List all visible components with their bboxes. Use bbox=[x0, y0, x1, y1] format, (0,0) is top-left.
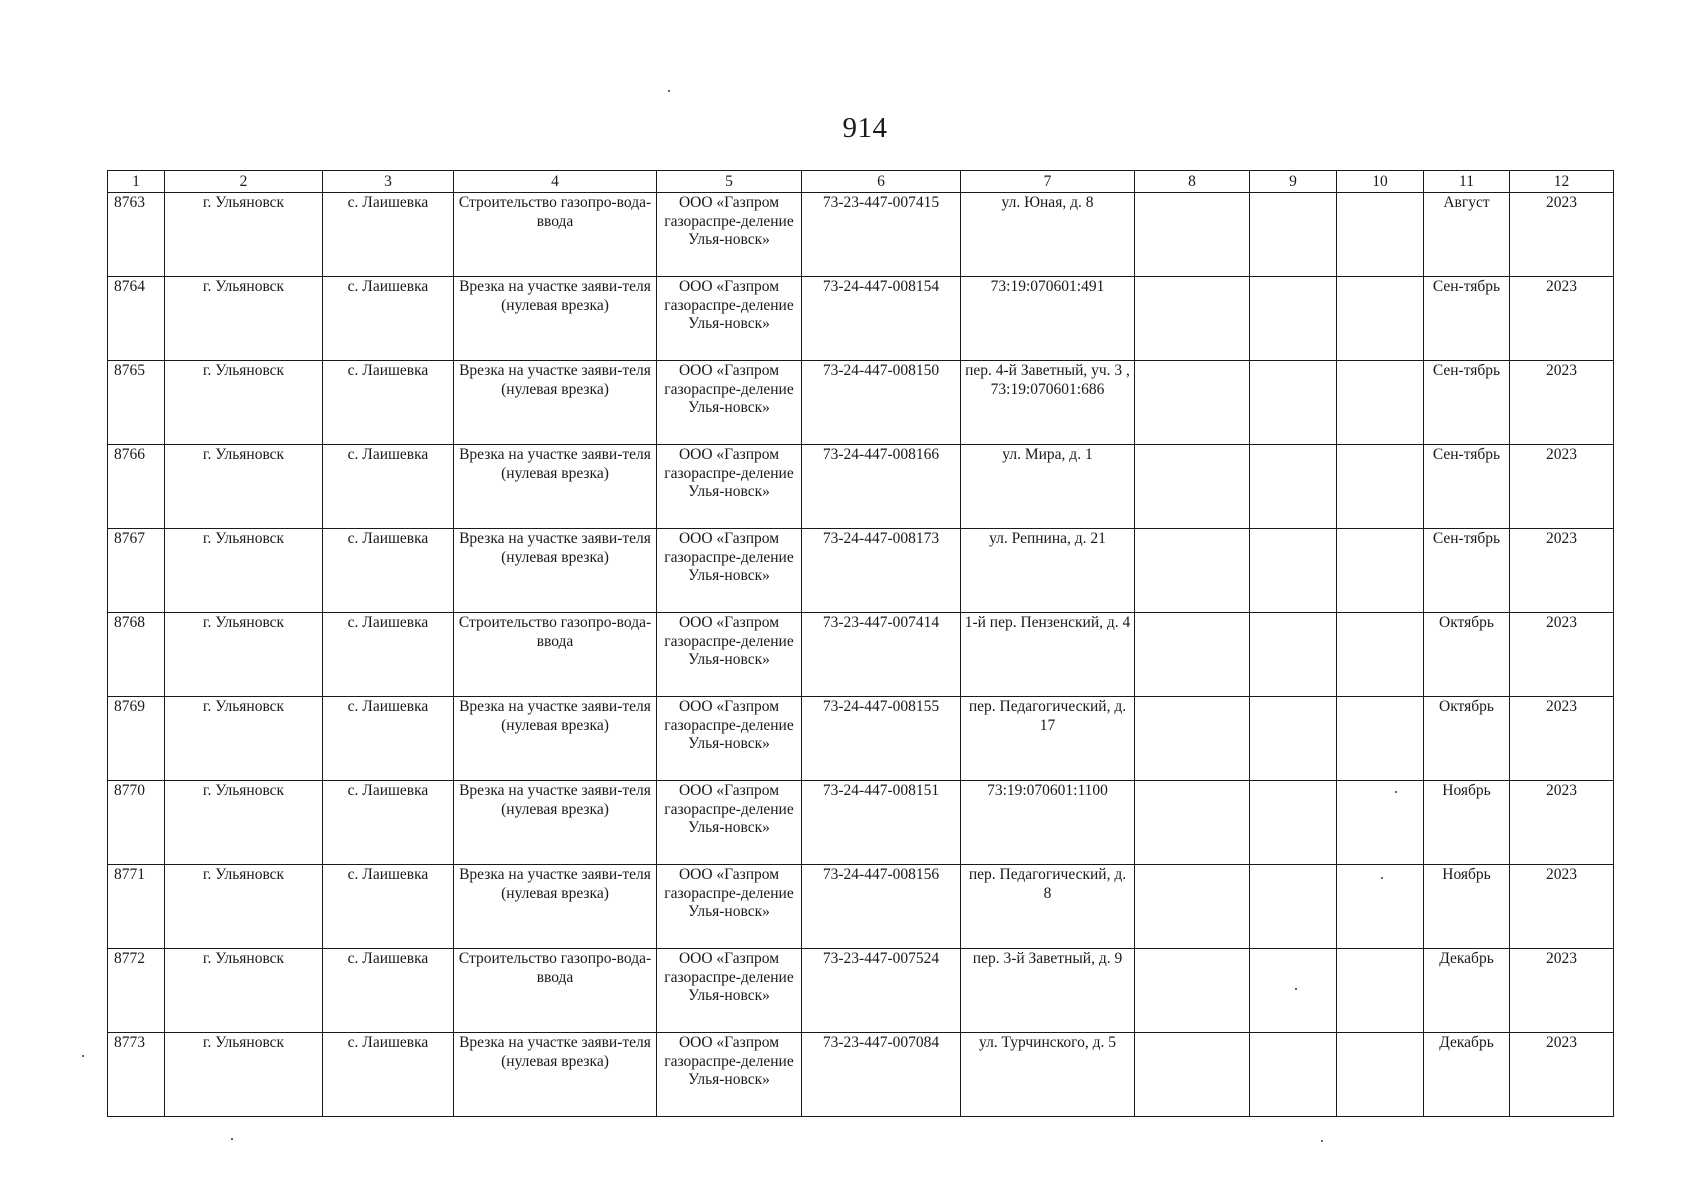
cell-work-type: Врезка на участке заяви-теля (нулевая врезка) bbox=[454, 529, 657, 613]
cell-col-10 bbox=[1337, 697, 1424, 781]
cell-month: Декабрь bbox=[1424, 949, 1510, 1033]
page-number: 914 bbox=[842, 112, 888, 144]
cell-organization: ООО «Газпром газораспре-деление Улья-новск» bbox=[657, 697, 802, 781]
cell-work-type: Врезка на участке заяви-теля (нулевая врезка) bbox=[454, 361, 657, 445]
cell-organization: ООО «Газпром газораспре-деление Улья-новск» bbox=[657, 1033, 802, 1117]
cell-month: Ноябрь bbox=[1424, 865, 1510, 949]
cell-address: пер. Педагогический, д. 8 bbox=[961, 865, 1135, 949]
table-header bbox=[108, 171, 1614, 193]
cell-year: 2023 bbox=[1510, 361, 1614, 445]
cell-col-9 bbox=[1250, 865, 1337, 949]
cell-settlement: с. Лаишевка bbox=[323, 865, 454, 949]
cell-col-9 bbox=[1250, 949, 1337, 1033]
cell-year: 2023 bbox=[1510, 949, 1614, 1033]
column-header-12: 12 bbox=[1510, 171, 1614, 193]
cell-row-number: 8771 bbox=[108, 865, 165, 949]
scan-speck bbox=[668, 90, 670, 92]
cell-work-type: Врезка на участке заяви-теля (нулевая врезка) bbox=[454, 1033, 657, 1117]
cell-col-9 bbox=[1250, 277, 1337, 361]
cell-organization: ООО «Газпром газораспре-деление Улья-новск» bbox=[657, 361, 802, 445]
table-row bbox=[108, 277, 1614, 361]
cell-city: г. Ульяновск bbox=[165, 613, 323, 697]
cell-settlement: с. Лаишевка bbox=[323, 1033, 454, 1117]
cell-city: г. Ульяновск bbox=[165, 697, 323, 781]
cell-work-type: Врезка на участке заяви-теля (нулевая врезка) bbox=[454, 277, 657, 361]
cell-col-9 bbox=[1250, 697, 1337, 781]
cell-work-type: Врезка на участке заяви-теля (нулевая врезка) bbox=[454, 445, 657, 529]
cell-settlement: с. Лаишевка bbox=[323, 697, 454, 781]
cell-organization: ООО «Газпром газораспре-деление Улья-новск» bbox=[657, 445, 802, 529]
cell-settlement: с. Лаишевка bbox=[323, 613, 454, 697]
cell-registration-number: 73-23-447-007415 bbox=[802, 193, 961, 277]
cell-row-number: 8773 bbox=[108, 1033, 165, 1117]
cell-col-9 bbox=[1250, 445, 1337, 529]
cell-month: Сен-тябрь bbox=[1424, 529, 1510, 613]
cell-col-9 bbox=[1250, 193, 1337, 277]
column-header-2: 2 bbox=[165, 171, 323, 193]
cell-organization: ООО «Газпром газораспре-деление Улья-новск» bbox=[657, 193, 802, 277]
cell-col-8 bbox=[1135, 277, 1250, 361]
cell-year: 2023 bbox=[1510, 445, 1614, 529]
column-header-8: 8 bbox=[1135, 171, 1250, 193]
cell-year: 2023 bbox=[1510, 193, 1614, 277]
cell-city: г. Ульяновск bbox=[165, 277, 323, 361]
column-header-6: 6 bbox=[802, 171, 961, 193]
cell-col-10 bbox=[1337, 277, 1424, 361]
header-row bbox=[108, 171, 1614, 193]
cell-city: г. Ульяновск bbox=[165, 529, 323, 613]
cell-city: г. Ульяновск bbox=[165, 781, 323, 865]
cell-registration-number: 73-24-447-008154 bbox=[802, 277, 961, 361]
cell-col-8 bbox=[1135, 193, 1250, 277]
cell-col-8 bbox=[1135, 949, 1250, 1033]
cell-organization: ООО «Газпром газораспре-деление Улья-новск» bbox=[657, 613, 802, 697]
cell-registration-number: 73-24-447-008156 bbox=[802, 865, 961, 949]
table-row bbox=[108, 949, 1614, 1033]
cell-col-10 bbox=[1337, 445, 1424, 529]
table-body bbox=[108, 193, 1614, 1117]
cell-month: Сен-тябрь bbox=[1424, 445, 1510, 529]
cell-address: ул. Турчинского, д. 5 bbox=[961, 1033, 1135, 1117]
cell-col-9 bbox=[1250, 1033, 1337, 1117]
column-header-4: 4 bbox=[454, 171, 657, 193]
cell-organization: ООО «Газпром газораспре-деление Улья-новск» bbox=[657, 865, 802, 949]
table-row bbox=[108, 193, 1614, 277]
cell-address: ул. Мира, д. 1 bbox=[961, 445, 1135, 529]
cell-registration-number: 73-23-447-007524 bbox=[802, 949, 961, 1033]
cell-row-number: 8772 bbox=[108, 949, 165, 1033]
cell-settlement: с. Лаишевка bbox=[323, 949, 454, 1033]
cell-col-8 bbox=[1135, 865, 1250, 949]
cell-month: Ноябрь bbox=[1424, 781, 1510, 865]
cell-row-number: 8768 bbox=[108, 613, 165, 697]
scan-speck bbox=[1321, 1140, 1323, 1142]
table-row bbox=[108, 613, 1614, 697]
scan-speck bbox=[82, 1055, 84, 1057]
cell-city: г. Ульяновск bbox=[165, 445, 323, 529]
table-row bbox=[108, 1033, 1614, 1117]
cell-address: пер. Педагогический, д. 17 bbox=[961, 697, 1135, 781]
cell-col-9 bbox=[1250, 529, 1337, 613]
column-header-5: 5 bbox=[657, 171, 802, 193]
cell-month: Декабрь bbox=[1424, 1033, 1510, 1117]
cell-work-type: Врезка на участке заяви-теля (нулевая врезка) bbox=[454, 865, 657, 949]
cell-row-number: 8765 bbox=[108, 361, 165, 445]
cell-col-10 bbox=[1337, 613, 1424, 697]
cell-settlement: с. Лаишевка bbox=[323, 529, 454, 613]
cell-organization: ООО «Газпром газораспре-деление Улья-новск» bbox=[657, 781, 802, 865]
cell-city: г. Ульяновск bbox=[165, 361, 323, 445]
cell-row-number: 8770 bbox=[108, 781, 165, 865]
cell-settlement: с. Лаишевка bbox=[323, 193, 454, 277]
cell-address: 73:19:070601:1100 bbox=[961, 781, 1135, 865]
scan-speck bbox=[1381, 877, 1383, 879]
cell-settlement: с. Лаишевка bbox=[323, 781, 454, 865]
cell-col-10 bbox=[1337, 865, 1424, 949]
cell-work-type: Врезка на участке заяви-теля (нулевая врезка) bbox=[454, 697, 657, 781]
scan-speck bbox=[1295, 988, 1297, 990]
cell-month: Сен-тябрь bbox=[1424, 361, 1510, 445]
cell-city: г. Ульяновск bbox=[165, 949, 323, 1033]
cell-settlement: с. Лаишевка bbox=[323, 277, 454, 361]
table-row bbox=[108, 445, 1614, 529]
cell-year: 2023 bbox=[1510, 613, 1614, 697]
cell-city: г. Ульяновск bbox=[165, 1033, 323, 1117]
register-table bbox=[107, 170, 1614, 1117]
table-row bbox=[108, 781, 1614, 865]
column-header-10: 10 bbox=[1337, 171, 1424, 193]
cell-address: пер. 3-й Заветный, д. 9 bbox=[961, 949, 1135, 1033]
cell-col-10 bbox=[1337, 529, 1424, 613]
cell-col-8 bbox=[1135, 697, 1250, 781]
cell-year: 2023 bbox=[1510, 1033, 1614, 1117]
cell-month: Октябрь bbox=[1424, 697, 1510, 781]
cell-col-10 bbox=[1337, 193, 1424, 277]
cell-month: Сен-тябрь bbox=[1424, 277, 1510, 361]
cell-col-8 bbox=[1135, 1033, 1250, 1117]
cell-col-8 bbox=[1135, 529, 1250, 613]
cell-registration-number: 73-23-447-007414 bbox=[802, 613, 961, 697]
cell-col-8 bbox=[1135, 781, 1250, 865]
cell-month: Октябрь bbox=[1424, 613, 1510, 697]
cell-city: г. Ульяновск bbox=[165, 865, 323, 949]
cell-registration-number: 73-24-447-008151 bbox=[802, 781, 961, 865]
cell-work-type: Строительство газопро-вода-ввода bbox=[454, 949, 657, 1033]
cell-col-10 bbox=[1337, 949, 1424, 1033]
cell-col-9 bbox=[1250, 613, 1337, 697]
cell-organization: ООО «Газпром газораспре-деление Улья-новск» bbox=[657, 277, 802, 361]
table-row bbox=[108, 865, 1614, 949]
scan-speck bbox=[231, 1138, 233, 1140]
cell-registration-number: 73-24-447-008150 bbox=[802, 361, 961, 445]
cell-year: 2023 bbox=[1510, 865, 1614, 949]
cell-row-number: 8769 bbox=[108, 697, 165, 781]
cell-row-number: 8767 bbox=[108, 529, 165, 613]
cell-address: ул. Репнина, д. 21 bbox=[961, 529, 1135, 613]
cell-city: г. Ульяновск bbox=[165, 193, 323, 277]
cell-col-8 bbox=[1135, 445, 1250, 529]
cell-row-number: 8763 bbox=[108, 193, 165, 277]
cell-work-type: Врезка на участке заяви-теля (нулевая врезка) bbox=[454, 781, 657, 865]
cell-organization: ООО «Газпром газораспре-деление Улья-новск» bbox=[657, 529, 802, 613]
cell-year: 2023 bbox=[1510, 529, 1614, 613]
column-header-1: 1 bbox=[108, 171, 165, 193]
cell-registration-number: 73-24-447-008155 bbox=[802, 697, 961, 781]
column-header-3: 3 bbox=[323, 171, 454, 193]
cell-address: пер. 4-й Заветный, уч. 3 , 73:19:070601:686 bbox=[961, 361, 1135, 445]
cell-col-10 bbox=[1337, 361, 1424, 445]
cell-row-number: 8766 bbox=[108, 445, 165, 529]
column-header-7: 7 bbox=[961, 171, 1135, 193]
cell-col-10 bbox=[1337, 781, 1424, 865]
table-row bbox=[108, 697, 1614, 781]
cell-month: Август bbox=[1424, 193, 1510, 277]
cell-address: 73:19:070601:491 bbox=[961, 277, 1135, 361]
cell-registration-number: 73-23-447-007084 bbox=[802, 1033, 961, 1117]
cell-col-9 bbox=[1250, 361, 1337, 445]
cell-address: 1-й пер. Пензенский, д. 4 bbox=[961, 613, 1135, 697]
cell-row-number: 8764 bbox=[108, 277, 165, 361]
cell-registration-number: 73-24-447-008166 bbox=[802, 445, 961, 529]
cell-work-type: Строительство газопро-вода-ввода bbox=[454, 193, 657, 277]
cell-col-8 bbox=[1135, 361, 1250, 445]
cell-col-8 bbox=[1135, 613, 1250, 697]
column-header-11: 11 bbox=[1424, 171, 1510, 193]
table-row bbox=[108, 529, 1614, 613]
cell-col-10 bbox=[1337, 1033, 1424, 1117]
cell-organization: ООО «Газпром газораспре-деление Улья-новск» bbox=[657, 949, 802, 1033]
cell-year: 2023 bbox=[1510, 277, 1614, 361]
cell-work-type: Строительство газопро-вода-ввода bbox=[454, 613, 657, 697]
scan-speck bbox=[1395, 791, 1397, 793]
cell-year: 2023 bbox=[1510, 697, 1614, 781]
table-row bbox=[108, 361, 1614, 445]
cell-registration-number: 73-24-447-008173 bbox=[802, 529, 961, 613]
cell-address: ул. Юная, д. 8 bbox=[961, 193, 1135, 277]
cell-year: 2023 bbox=[1510, 781, 1614, 865]
cell-settlement: с. Лаишевка bbox=[323, 361, 454, 445]
cell-col-9 bbox=[1250, 781, 1337, 865]
cell-settlement: с. Лаишевка bbox=[323, 445, 454, 529]
column-header-9: 9 bbox=[1250, 171, 1337, 193]
